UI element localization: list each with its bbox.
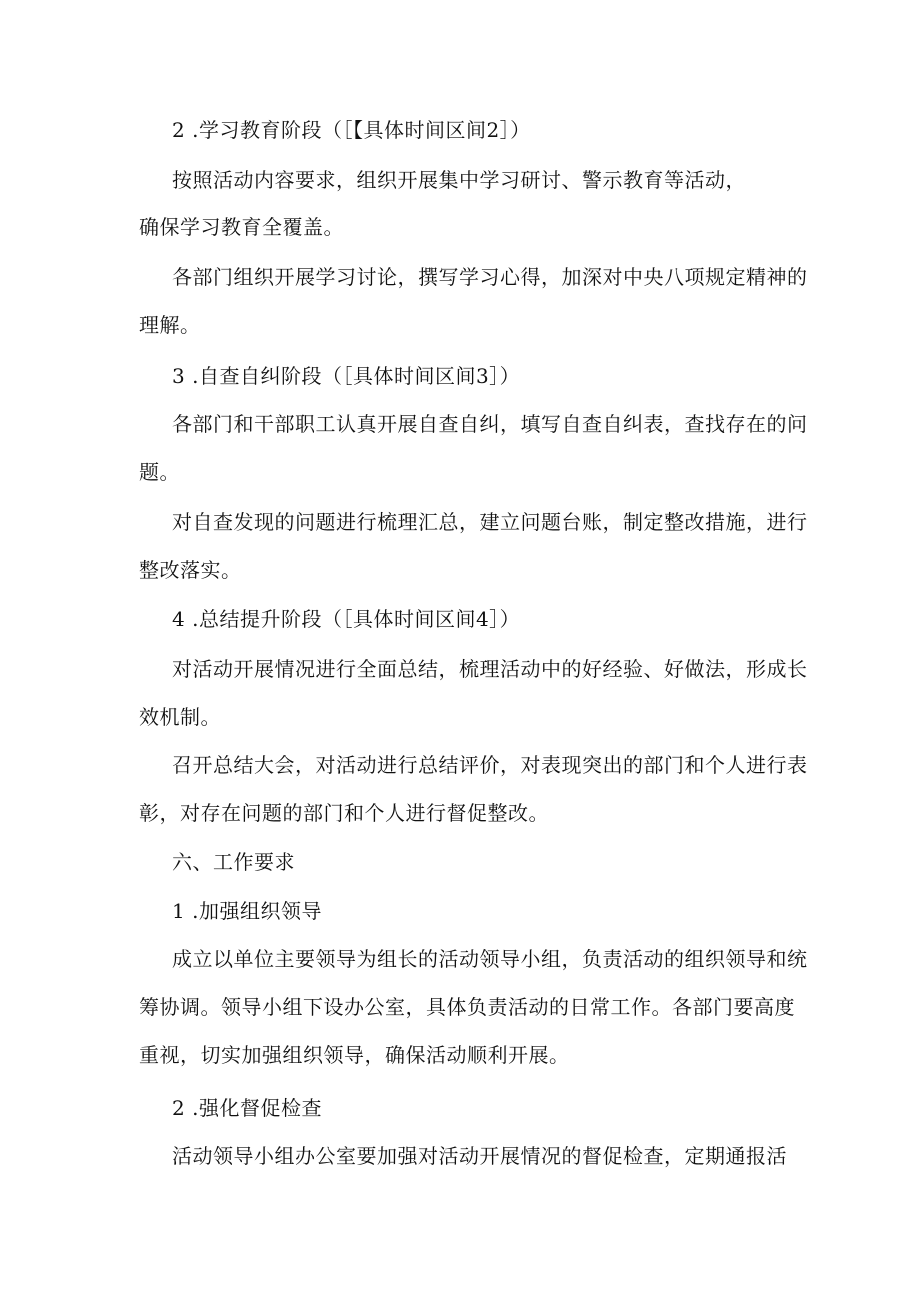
paragraph-line: 召开总结大会，对活动进行总结评价，对表现突出的部门和个人进行表 xyxy=(172,753,808,777)
paragraph-line: 理解。 xyxy=(139,313,201,337)
paragraph-line: 整改落实。 xyxy=(139,558,242,582)
heading-study-stage: 2 .学习教育阶段（［【具体时间区间2］） xyxy=(172,118,531,142)
paragraph-line: 效机制。 xyxy=(139,705,221,729)
paragraph-line: 各部门组织开展学习讨论，撰写学习心得，加深对中央八项规定精神的 xyxy=(172,265,808,289)
paragraph-line: 对自查发现的问题进行梳理汇总，建立问题台账，制定整改措施，进行 xyxy=(172,510,808,534)
heading-supervision-inspection: 2 .强化督促检查 xyxy=(172,1096,322,1120)
heading-summary-stage: 4 .总结提升阶段（［具体时间区间4］） xyxy=(172,607,521,631)
section-heading-work-requirements: 六、工作要求 xyxy=(172,850,295,874)
paragraph-line: 按照活动内容要求，组织开展集中学习研讨、警示教育等活动， xyxy=(172,168,746,192)
paragraph-line: 题。 xyxy=(139,460,180,484)
paragraph-line: 对活动开展情况进行全面总结，梳理活动中的好经验、好做法，形成长 xyxy=(172,657,808,681)
heading-self-check-stage: 3 .自查自纠阶段（［具体时间区间3］） xyxy=(172,364,521,388)
paragraph-line: 彰，对存在问题的部门和个人进行督促整改。 xyxy=(139,801,549,825)
paragraph-line: 成立以单位主要领导为组长的活动领导小组，负责活动的组织领导和统 xyxy=(172,947,808,971)
paragraph-line: 各部门和干部职工认真开展自查自纠，填写自查自纠表，查找存在的问 xyxy=(172,412,808,436)
paragraph-line: 筹协调。领导小组下设办公室，具体负责活动的日常工作。各部门要高度 xyxy=(139,995,795,1019)
paragraph-line: 确保学习教育全覆盖。 xyxy=(139,215,344,239)
paragraph-line: 重视，切实加强组织领导，确保活动顺利开展。 xyxy=(139,1043,570,1067)
paragraph-line: 活动领导小组办公室要加强对活动开展情况的督促检查，定期通报活 xyxy=(172,1144,787,1168)
heading-organization-leadership: 1 .加强组织领导 xyxy=(172,899,322,923)
